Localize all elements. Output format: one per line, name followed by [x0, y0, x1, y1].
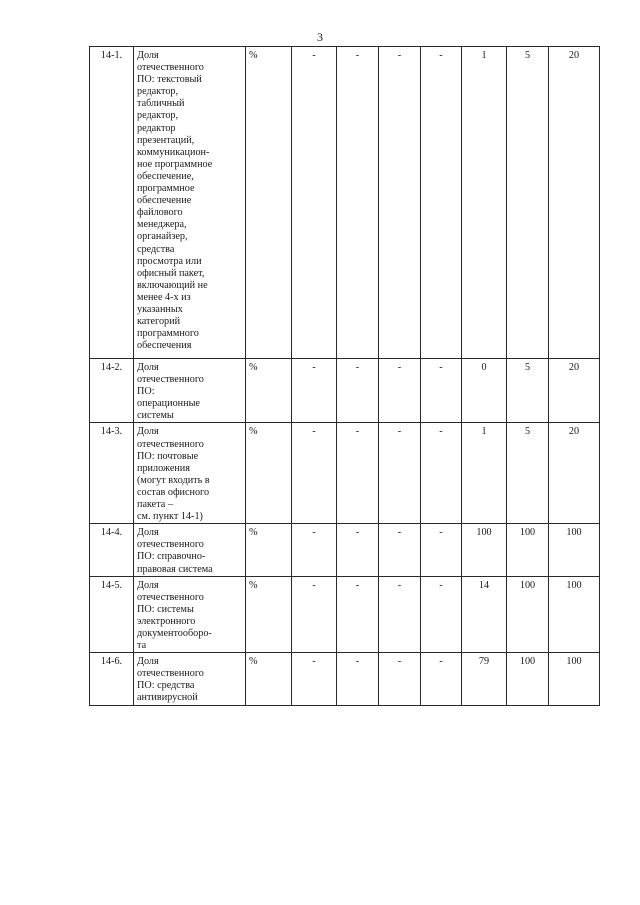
row-number: 14-6. [90, 653, 134, 705]
unit-cell: % [246, 47, 292, 359]
value-cell: 100 [462, 524, 507, 576]
value-cell: 1 [462, 423, 507, 524]
indicator-description: Доля отечественного ПО: операционные системы [134, 359, 246, 423]
value-cell: - [292, 359, 337, 423]
value-cell: 1 [462, 47, 507, 359]
value-cell: 100 [507, 576, 549, 653]
unit-cell: % [246, 576, 292, 653]
page-number: 3 [317, 30, 323, 44]
value-cell: 14 [462, 576, 507, 653]
value-cell: - [337, 576, 379, 653]
value-cell: 20 [549, 47, 600, 359]
table-row [90, 47, 600, 359]
unit-cell: % [246, 359, 292, 423]
value-cell: 5 [507, 423, 549, 524]
indicator-description: Доля отечественного ПО: системы электронного документооборо- та [134, 576, 246, 653]
value-cell: 20 [549, 423, 600, 524]
value-cell: 100 [549, 576, 600, 653]
table-row [90, 653, 600, 705]
value-cell: - [337, 653, 379, 705]
table-row [90, 359, 600, 423]
unit-cell: % [246, 653, 292, 705]
value-cell: - [379, 576, 421, 653]
value-cell: 0 [462, 359, 507, 423]
value-cell: - [421, 524, 462, 576]
value-cell: 5 [507, 359, 549, 423]
table-row [90, 576, 600, 653]
value-cell: - [337, 359, 379, 423]
value-cell: - [421, 653, 462, 705]
value-cell: 20 [549, 359, 600, 423]
value-cell: - [292, 47, 337, 359]
value-cell: - [421, 359, 462, 423]
row-number: 14-1. [90, 47, 134, 359]
indicators-table [89, 46, 600, 706]
indicator-description: Доля отечественного ПО: справочно- правовая система [134, 524, 246, 576]
value-cell: 100 [549, 524, 600, 576]
value-cell: 100 [507, 524, 549, 576]
row-number: 14-5. [90, 576, 134, 653]
value-cell: - [292, 576, 337, 653]
value-cell: - [337, 423, 379, 524]
value-cell: 100 [507, 653, 549, 705]
table-row [90, 423, 600, 524]
value-cell: - [379, 47, 421, 359]
indicator-description: Доля отечественного ПО: средства антивирусной [134, 653, 246, 705]
value-cell: - [421, 576, 462, 653]
value-cell: - [421, 47, 462, 359]
value-cell: 100 [549, 653, 600, 705]
unit-cell: % [246, 524, 292, 576]
indicator-description: Доля отечественного ПО: текстовый редактор, табличный редактор, редактор презентаций, коммуникацион- ное программное обеспечение, программное обеспечение файлового менеджера, органайзер, средства просмотра или офисный пакет, включающий не менее 4-х из указанных категорий программного обеспечения [134, 47, 246, 359]
value-cell: - [379, 524, 421, 576]
value-cell: - [292, 653, 337, 705]
value-cell: - [379, 653, 421, 705]
value-cell: - [379, 423, 421, 524]
row-number: 14-2. [90, 359, 134, 423]
row-number: 14-4. [90, 524, 134, 576]
value-cell: - [292, 423, 337, 524]
value-cell: - [292, 524, 337, 576]
value-cell: 79 [462, 653, 507, 705]
row-number: 14-3. [90, 423, 134, 524]
unit-cell: % [246, 423, 292, 524]
value-cell: - [421, 423, 462, 524]
value-cell: - [379, 359, 421, 423]
value-cell: - [337, 47, 379, 359]
value-cell: 5 [507, 47, 549, 359]
indicator-description: Доля отечественного ПО: почтовые приложения (могут входить в состав офисного пакета – см. пункт 14-1) [134, 423, 246, 524]
table-row [90, 524, 600, 576]
value-cell: - [337, 524, 379, 576]
